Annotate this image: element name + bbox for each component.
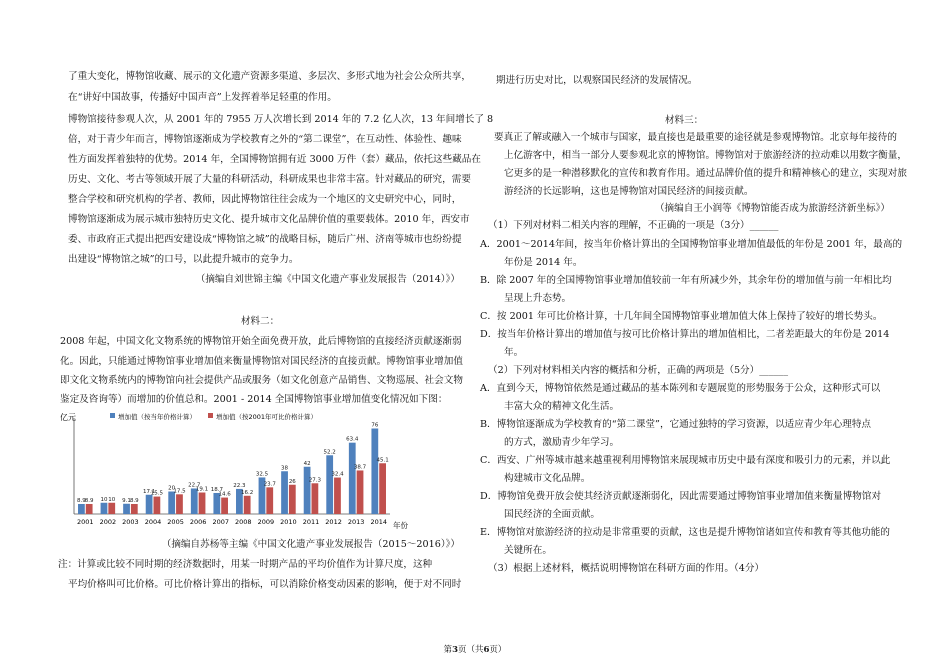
bar-comparable-2005 bbox=[176, 494, 183, 514]
label-current-2004: 17.1 bbox=[142, 488, 156, 495]
x-tick-2006: 2006 bbox=[189, 518, 207, 526]
x-tick-2012: 2012 bbox=[325, 518, 342, 526]
bar-current-2003 bbox=[123, 504, 130, 514]
question-1: （1）下列对材料二相关内容的理解，不正确的一项是（3分）______ bbox=[488, 220, 779, 231]
bar-comparable-2011 bbox=[312, 483, 319, 514]
para2-line-6: 博物馆逐渐成为展示城市独特历史文化、提升城市文化品牌价值的重要载体。2010 年，西安市 bbox=[68, 214, 470, 225]
label-current-2005: 20 bbox=[168, 485, 176, 492]
x-tick-2010: 2010 bbox=[280, 518, 297, 526]
bar-comparable-2001 bbox=[86, 504, 93, 514]
x-tick-2014: 2014 bbox=[370, 518, 387, 526]
para4-line-4: 游经济的长远影响，这也是博物馆对国民经济的间接贡献。 bbox=[504, 186, 754, 197]
legend-swatch-comparable bbox=[208, 413, 213, 418]
label-current-2010: 38 bbox=[281, 465, 289, 472]
q1-option-d-cont: 年。 bbox=[504, 347, 524, 358]
bar-current-2005 bbox=[168, 492, 175, 515]
bar-current-2001 bbox=[78, 504, 85, 514]
legend-swatch-current bbox=[110, 413, 115, 418]
para4-line-2: 上亿游客中，相当一部分人要参观北京的博物馆。博物馆对于旅游经济的拉动难以用数字衡量， bbox=[504, 150, 907, 161]
para2-line-5: 整合学校和研究机构的学者、教师，因此博物馆往往会成为一个地区的文史研究中心，同时， bbox=[68, 194, 462, 205]
para2-line-7: 委、市政府正式提出把西安建设成“博物馆之城”的战略目标，随后广州、济南等城市也纷纷提 bbox=[68, 234, 462, 245]
bar-current-2002 bbox=[101, 503, 108, 514]
label-comparable-2009: 23.7 bbox=[263, 481, 276, 488]
museum-value-added-chart bbox=[60, 410, 430, 532]
x-tick-2005: 2005 bbox=[167, 518, 184, 526]
para1-line-1: 了重大变化，博物馆收藏、展示的文化遗产资源多渠道、多层次、多形式地为社会公众所共享， bbox=[68, 71, 471, 82]
x-tick-2004: 2004 bbox=[144, 518, 162, 526]
label-current-2011: 42 bbox=[303, 460, 311, 467]
source-2: （摘编自苏杨等主编《中国文化遗产事业发展报告（2015～2016）》） bbox=[161, 539, 460, 550]
label-comparable-2002: 10 bbox=[108, 496, 116, 503]
chart-legend bbox=[110, 412, 317, 421]
q2-option-b-cont: 的方式，激励青少年学习。 bbox=[504, 437, 620, 448]
label-comparable-2001: 8.9 bbox=[84, 497, 94, 504]
q2-option-c: C．西安、广州等城市越来越重视利用博物馆来展现城市历史中最有深度和吸引力的元素，并以此 bbox=[480, 455, 891, 466]
label-comparable-2008: 16.2 bbox=[241, 489, 254, 496]
q2-option-a: A．直到今天，博物馆依然是通过藏品的基本陈列和专题展览的形势服务于公众，这种形式可以 bbox=[480, 383, 881, 394]
footer-mid: 页（共 bbox=[457, 645, 484, 655]
para3-line-1: 2008 年起，中国文化文物系统的博物馆开始全面免费开放，此后博物馆的直接经济贡献逐渐弱 bbox=[60, 336, 462, 347]
para2-line-8: 出建设“博物馆之城”的口号，以此提升城市的竞争力。 bbox=[68, 254, 299, 265]
source-3: （摘编自王小润等《博物馆能否成为旅游经济新坐标》） bbox=[654, 203, 890, 214]
q1-option-b-cont: 呈现上升态势。 bbox=[504, 293, 572, 304]
bar-comparable-2012 bbox=[334, 478, 341, 514]
bar-current-2014 bbox=[371, 429, 378, 515]
x-tick-2003: 2003 bbox=[122, 518, 139, 526]
para2-line-1: 博物馆接待参观人次，从 2001 年的 7955 万人次增长到 2014 年的 7.2 亿人次，13 年间增长了 8 bbox=[68, 114, 494, 125]
label-comparable-2005: 17.5 bbox=[173, 488, 186, 495]
para4-line-3: 它更多的是一种潜移默化的宣传和教育作用。通过品牌价值的提升和精神核心的建立，实现对旅 bbox=[504, 168, 907, 179]
x-tick-2002: 2002 bbox=[99, 518, 117, 526]
q2-option-c-cont: 构建城市文化品牌。 bbox=[504, 473, 591, 484]
footer-end: 页） bbox=[489, 645, 507, 655]
chart-ylabel: 亿元 bbox=[60, 413, 76, 422]
label-current-2012: 52.2 bbox=[323, 449, 336, 456]
label-comparable-2010: 26 bbox=[288, 478, 296, 485]
para1-line-2: 在“讲好中国故事，传播好中国声音”上发挥着举足轻重的作用。 bbox=[68, 92, 337, 103]
para2-line-4: 历史、文化、考古等领域开展了大量的科研活动，科研成果也非常丰富。针对藏品的研究，需要 bbox=[68, 174, 471, 185]
material3-title: 材料三： bbox=[664, 115, 704, 126]
q2-option-d: D．博物馆免费开放会使其经济贡献逐渐弱化，因此需要通过博物馆事业增加值来衡量博物馆对 bbox=[480, 491, 882, 502]
q2-option-e: E．博物馆对旅游经济的拉动是非常重要的贡献，这也是提升博物馆诸如宣传和教育等其他功能的 bbox=[480, 527, 890, 538]
question-2: （2）下列对材料相关内容的概括和分析，正确的两项是（5分）______ bbox=[488, 365, 789, 376]
bar-current-2011 bbox=[304, 467, 311, 514]
label-comparable-2007: 14.6 bbox=[218, 491, 231, 498]
label-comparable-2014: 45.1 bbox=[376, 457, 389, 464]
label-current-2006: 22.7 bbox=[188, 482, 201, 489]
para3-line-4: 鉴定及咨询等）而增加的价值总和。2001 - 2014 全国博物馆事业增加值变化情况如下图： bbox=[60, 394, 448, 405]
q2-option-d-cont: 国民经济的全面贡献。 bbox=[504, 509, 600, 520]
para2-line-3: 性方面发挥着独特的优势。2014 年，全国博物馆拥有近 3000 万件（套）藏品，依托这些藏品在 bbox=[68, 154, 481, 165]
footer-total-pages: 6 bbox=[483, 645, 490, 655]
note-line-1: 注：计算或比较不同时期的经济数据时，用某一时期产品的平均价值作为计算尺度，这种 bbox=[58, 559, 433, 570]
chart-xlabel: 年份 bbox=[393, 521, 408, 530]
x-tick-2013: 2013 bbox=[347, 518, 365, 526]
para2-line-2: 倍，对于青少年而言，博物馆逐渐成为学校教育之外的“第二课堂”，在互动性、体验性、趣味 bbox=[68, 134, 462, 145]
bar-current-2010 bbox=[281, 471, 288, 514]
label-current-2009: 32.5 bbox=[255, 471, 269, 478]
bar-comparable-2009 bbox=[266, 487, 273, 514]
q2-option-b: B．博物馆逐渐成为学校教育的“第二课堂”，它通过独特的学习资源，以适应青少年心理特点 bbox=[480, 419, 872, 430]
label-comparable-2003: 8.9 bbox=[129, 497, 139, 504]
bar-comparable-2007 bbox=[221, 498, 228, 514]
para4-line-1: 要真正了解或融入一个城市与国家，最直接也是最重要的途径就是参观博物馆。北京每年接待的 bbox=[494, 132, 897, 143]
label-current-2014: 76 bbox=[371, 422, 379, 429]
x-tick-2001: 2001 bbox=[77, 518, 94, 526]
label-current-2008: 22.3 bbox=[233, 482, 246, 489]
label-current-2007: 18.7 bbox=[210, 486, 223, 493]
label-current-2002: 10 bbox=[100, 496, 108, 503]
footer-page-number: 3 bbox=[452, 645, 458, 655]
bar-current-2004 bbox=[146, 495, 153, 514]
label-current-2003: 9.1 bbox=[122, 497, 131, 504]
para3-line-2: 化。因此，只能通过博物馆事业增加值来衡量博物馆对国民经济的直接贡献。博物馆事业增加值 bbox=[60, 356, 463, 367]
label-current-2013: 63.4 bbox=[346, 436, 359, 443]
bar-comparable-2010 bbox=[289, 485, 296, 514]
q2-option-e-cont: 关键所在。 bbox=[504, 545, 552, 556]
label-comparable-2013: 38.7 bbox=[353, 464, 367, 471]
bar-comparable-2008 bbox=[244, 496, 251, 514]
continued-line: 期进行历史对比，以观察国民经济的发展情况。 bbox=[496, 75, 698, 86]
para3-line-3: 即文化文物系统内的博物馆向社会提供产品或服务（如文化创意产品销售、文物巡展、社会文物 bbox=[60, 375, 463, 386]
q1-option-a-cont: 年份是 2014 年。 bbox=[504, 257, 583, 268]
bar-current-2012 bbox=[326, 455, 333, 514]
bar-comparable-2002 bbox=[108, 503, 115, 514]
q1-option-d: D．按当年价格计算出的增加值与按可比价格计算出的增加值相比，二者差距最大的年份是 2014 bbox=[480, 329, 890, 340]
bar-comparable-2014 bbox=[379, 463, 386, 514]
bar-comparable-2004 bbox=[154, 497, 161, 514]
label-comparable-2011: 27.3 bbox=[308, 477, 322, 484]
legend-label-comparable: 增加值（按2001年可比价格计算） bbox=[216, 413, 318, 421]
bar-comparable-2006 bbox=[199, 493, 206, 514]
note-line-2: 平均价格叫可比价格。可比价格计算出的指标，可以消除价格变动因素的影响，便于对不同时 bbox=[68, 579, 462, 590]
bar-comparable-2013 bbox=[357, 470, 364, 514]
page-footer bbox=[0, 643, 950, 655]
x-tick-2008: 2008 bbox=[235, 518, 252, 526]
label-comparable-2012: 32.4 bbox=[331, 471, 344, 478]
footer-prefix: 第 bbox=[443, 645, 453, 655]
x-tick-2009: 2009 bbox=[257, 518, 275, 526]
label-current-2001: 8.9 bbox=[77, 497, 86, 504]
bar-comparable-2003 bbox=[131, 504, 138, 514]
q1-option-b: B．除 2007 年的全国博物馆事业增加值较前一年有所减少外，其余年份的增加值与前一年相比均 bbox=[480, 275, 892, 286]
q1-option-c: C．按 2001 年可比价格计算，十几年间全国博物馆事业增加值大体上保持了较好的增长势头。 bbox=[480, 311, 883, 322]
q1-option-a: A．2001～2014年间，按当年价格计算出的全国博物馆事业增加值最低的年份是 2001 年，最高的 bbox=[480, 239, 903, 250]
material2-title: 材料二： bbox=[240, 316, 280, 327]
source-1: （摘编自刘世锦主编《中国文化遗产事业发展报告（2014）》） bbox=[195, 274, 460, 285]
q2-option-a-cont: 丰富大众的精神文化生活。 bbox=[504, 401, 620, 412]
x-tick-2011: 2011 bbox=[302, 518, 320, 526]
legend-label-current: 增加值（按当年价格计算） bbox=[118, 413, 196, 421]
question-3: （3）根据上述材料，概括说明博物馆在科研方面的作用。（4分） bbox=[488, 563, 765, 574]
label-comparable-2004: 15.5 bbox=[150, 490, 164, 497]
bar-current-2013 bbox=[349, 443, 356, 514]
label-comparable-2006: 19.1 bbox=[195, 486, 209, 493]
x-tick-2007: 2007 bbox=[212, 518, 229, 526]
